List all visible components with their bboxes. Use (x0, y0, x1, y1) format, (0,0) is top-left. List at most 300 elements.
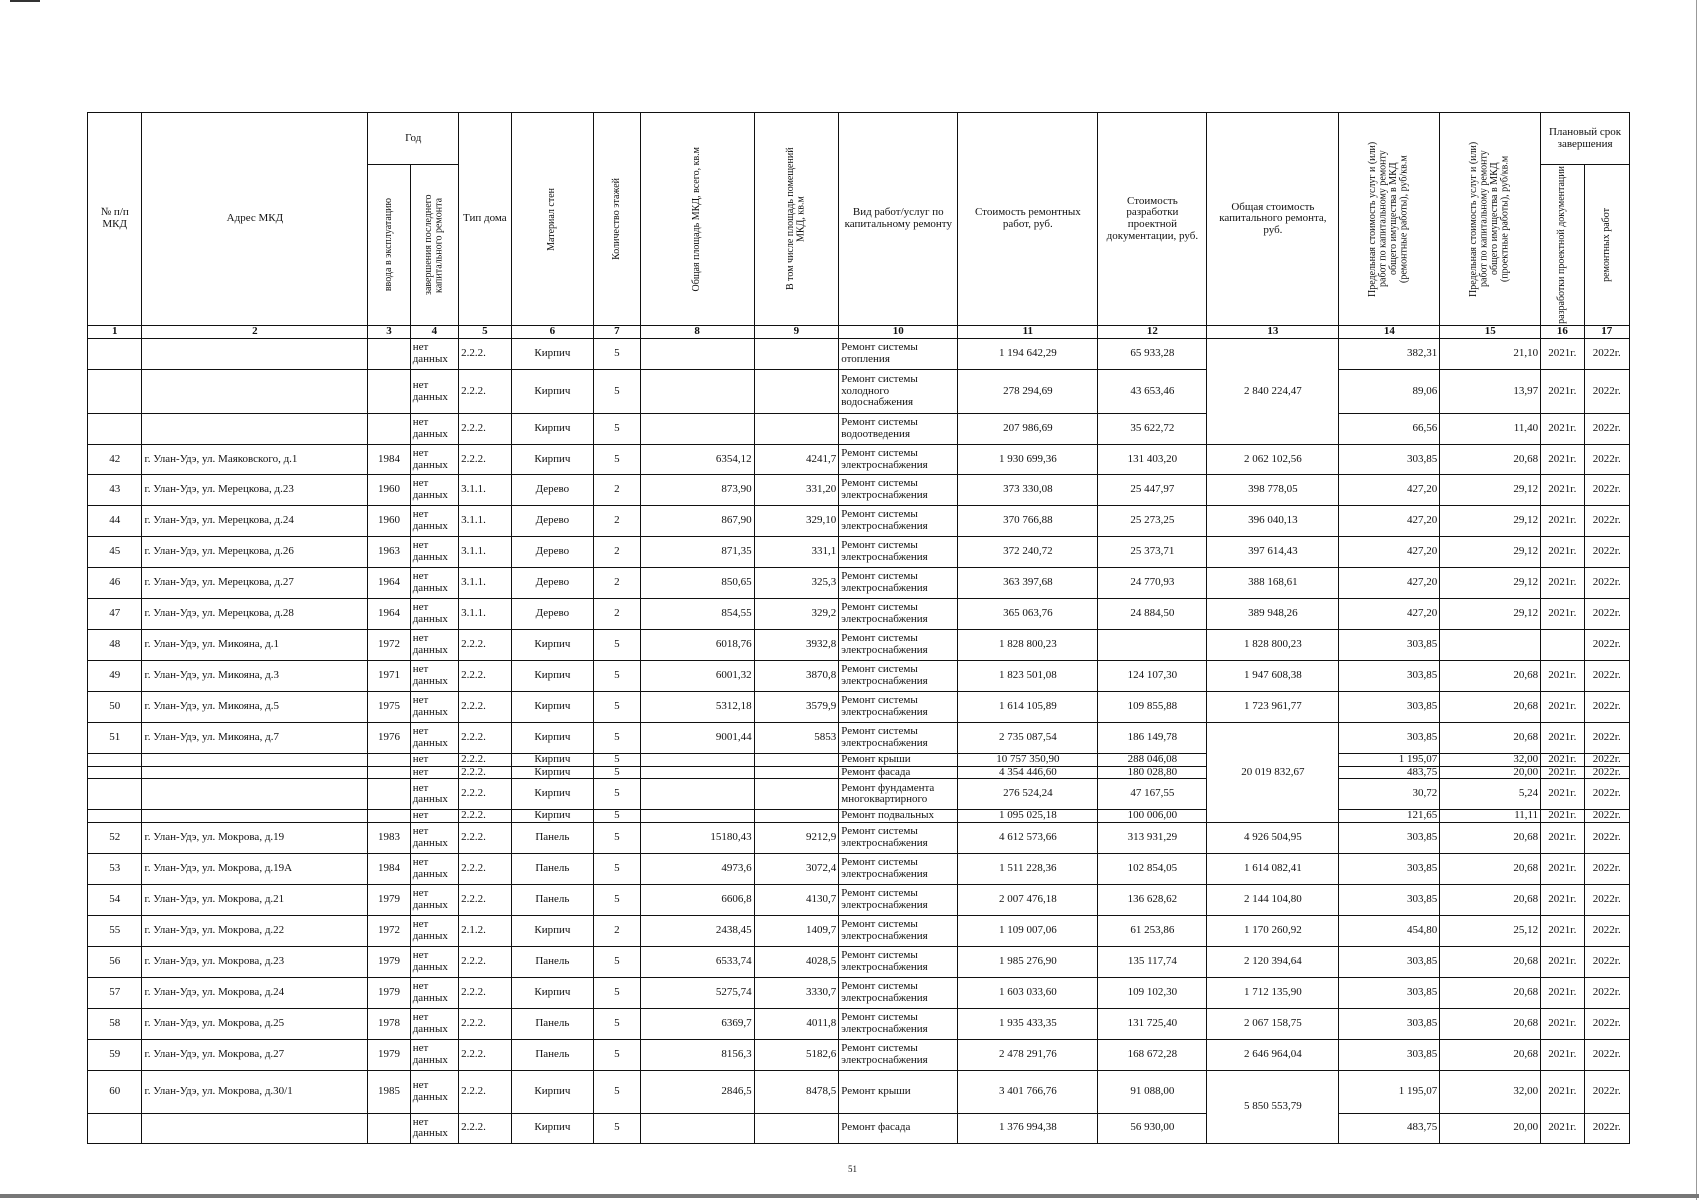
table-row (88, 630, 1630, 661)
row-limit-repair: 30,72 (1339, 779, 1440, 810)
row-term-design: 2021г. (1541, 1039, 1584, 1070)
row-wall-material: Панель (511, 822, 594, 853)
row-term-repair: 2022г. (1584, 506, 1630, 537)
row-work-type: Ремонт системы электроснабжения (839, 977, 958, 1008)
table-row (88, 506, 1630, 537)
row-wall-material: Панель (511, 1039, 594, 1070)
row-total-cost: 2 062 102,56 (1207, 445, 1339, 475)
row-address: г. Улан-Удэ, ул. Мерецкова, д.27 (142, 568, 368, 599)
row-floors: 5 (594, 754, 640, 767)
row-address: г. Улан-Удэ, ул. Микояна, д.1 (142, 630, 368, 661)
row-house-type: 2.1.2. (459, 915, 511, 946)
row-term-repair: 2022г. (1584, 884, 1630, 915)
row-last-repair: нет (410, 754, 458, 767)
column-number-row: 1 2 3 4 5 6 7 8 9 10 11 12 13 14 15 16 17 (88, 326, 1630, 339)
page-edge (1696, 0, 1697, 1200)
row-repair-cost: 373 330,08 (958, 475, 1098, 506)
row-last-repair: нет данных (410, 915, 458, 946)
row-house-type: 2.2.2. (459, 779, 511, 810)
row-premises-area: 331,1 (754, 537, 839, 568)
row-number: 47 (88, 599, 142, 630)
row-house-type: 2.2.2. (459, 1008, 511, 1039)
row-total-area (640, 810, 754, 823)
row-floors: 5 (594, 779, 640, 810)
row-built-year (368, 754, 410, 767)
row-total-cost: 1 947 608,38 (1207, 661, 1339, 692)
row-term-repair: 2022г. (1584, 853, 1630, 884)
row-design-cost: 43 653,46 (1098, 370, 1207, 414)
row-last-repair: нет данных (410, 977, 458, 1008)
row-last-repair: нет данных (410, 445, 458, 475)
row-wall-material: Дерево (511, 599, 594, 630)
row-floors: 5 (594, 723, 640, 754)
row-premises-area: 329,10 (754, 506, 839, 537)
row-limit-design: 29,12 (1440, 537, 1541, 568)
row-total-area: 9001,44 (640, 723, 754, 754)
row-total-area: 873,90 (640, 475, 754, 506)
row-address (142, 810, 368, 823)
row-term-design: 2021г. (1541, 977, 1584, 1008)
row-premises-area: 4130,7 (754, 884, 839, 915)
row-address (142, 1113, 368, 1143)
row-total-cost: 4 926 504,95 (1207, 822, 1339, 853)
row-term-design: 2021г. (1541, 661, 1584, 692)
row-wall-material: Кирпич (511, 692, 594, 723)
table-row (88, 1008, 1630, 1039)
table-row (88, 977, 1630, 1008)
row-total-area: 6001,32 (640, 661, 754, 692)
row-last-repair: нет данных (410, 475, 458, 506)
row-wall-material: Кирпич (511, 779, 594, 810)
row-built-year: 1985 (368, 1070, 410, 1113)
row-wall-material: Кирпич (511, 915, 594, 946)
table-row (88, 822, 1630, 853)
row-term-repair: 2022г. (1584, 630, 1630, 661)
header-repair-cost: Стоимость ремонтных работ, руб. (958, 113, 1098, 326)
row-last-repair: нет данных (410, 692, 458, 723)
row-total-cost: 20 019 832,67 (1207, 723, 1339, 823)
row-total-area: 6018,76 (640, 630, 754, 661)
row-house-type: 2.2.2. (459, 723, 511, 754)
row-design-cost: 136 628,62 (1098, 884, 1207, 915)
table-row (88, 754, 1630, 767)
row-wall-material: Дерево (511, 506, 594, 537)
row-term-repair: 2022г. (1584, 661, 1630, 692)
row-work-type: Ремонт крыши (839, 754, 958, 767)
row-number (88, 1113, 142, 1143)
row-term-repair: 2022г. (1584, 370, 1630, 414)
row-term-repair: 2022г. (1584, 475, 1630, 506)
row-house-type: 2.2.2. (459, 754, 511, 767)
row-limit-design: 20,68 (1440, 445, 1541, 475)
row-limit-design: 25,12 (1440, 915, 1541, 946)
row-design-cost: 135 117,74 (1098, 946, 1207, 977)
row-floors: 5 (594, 822, 640, 853)
row-design-cost: 24 770,93 (1098, 568, 1207, 599)
row-limit-repair: 303,85 (1339, 977, 1440, 1008)
row-number: 54 (88, 884, 142, 915)
row-wall-material: Кирпич (511, 414, 594, 445)
row-built-year: 1979 (368, 977, 410, 1008)
row-work-type: Ремонт системы электроснабжения (839, 599, 958, 630)
row-floors: 5 (594, 445, 640, 475)
row-work-type: Ремонт системы электроснабжения (839, 1039, 958, 1070)
row-built-year: 1964 (368, 568, 410, 599)
row-design-cost: 131 403,20 (1098, 445, 1207, 475)
row-floors: 5 (594, 370, 640, 414)
row-design-cost: 24 884,50 (1098, 599, 1207, 630)
row-repair-cost: 370 766,88 (958, 506, 1098, 537)
table-row (88, 884, 1630, 915)
row-design-cost: 131 725,40 (1098, 1008, 1207, 1039)
row-floors: 5 (594, 766, 640, 779)
row-total-area: 5312,18 (640, 692, 754, 723)
row-wall-material: Кирпич (511, 339, 594, 370)
row-limit-repair: 303,85 (1339, 661, 1440, 692)
page-number: 51 (848, 1164, 857, 1174)
row-limit-design: 20,68 (1440, 1008, 1541, 1039)
row-term-design: 2021г. (1541, 946, 1584, 977)
row-limit-repair: 303,85 (1339, 692, 1440, 723)
table-row (88, 766, 1630, 779)
row-house-type: 2.2.2. (459, 339, 511, 370)
row-built-year: 1975 (368, 692, 410, 723)
row-built-year (368, 810, 410, 823)
table-row (88, 568, 1630, 599)
header-total-cost: Общая стоимость капитального ремонта, руб. (1207, 113, 1339, 326)
row-address: г. Улан-Удэ, ул. Мокрова, д.27 (142, 1039, 368, 1070)
row-house-type: 3.1.1. (459, 506, 511, 537)
row-house-type: 2.2.2. (459, 822, 511, 853)
row-limit-repair: 303,85 (1339, 1039, 1440, 1070)
row-house-type: 2.2.2. (459, 630, 511, 661)
row-premises-area: 8478,5 (754, 1070, 839, 1113)
row-address: г. Улан-Удэ, ул. Мерецкова, д.24 (142, 506, 368, 537)
row-number: 46 (88, 568, 142, 599)
row-built-year: 1979 (368, 946, 410, 977)
table-row (88, 1113, 1630, 1143)
row-design-cost: 109 855,88 (1098, 692, 1207, 723)
row-house-type: 2.2.2. (459, 692, 511, 723)
row-last-repair: нет данных (410, 568, 458, 599)
row-last-repair: нет данных (410, 779, 458, 810)
row-total-area: 15180,43 (640, 822, 754, 853)
row-number: 42 (88, 445, 142, 475)
row-work-type: Ремонт системы электроснабжения (839, 506, 958, 537)
row-floors: 5 (594, 630, 640, 661)
row-house-type: 2.2.2. (459, 661, 511, 692)
header-year-group: Год (368, 113, 459, 165)
row-limit-repair: 303,85 (1339, 853, 1440, 884)
row-wall-material: Кирпич (511, 1113, 594, 1143)
row-total-area: 867,90 (640, 506, 754, 537)
row-limit-design: 29,12 (1440, 506, 1541, 537)
row-wall-material: Кирпич (511, 723, 594, 754)
row-built-year: 1963 (368, 537, 410, 568)
row-limit-design: 20,68 (1440, 884, 1541, 915)
row-limit-repair: 427,20 (1339, 475, 1440, 506)
row-address: г. Улан-Удэ, ул. Мокрова, д.19 (142, 822, 368, 853)
row-number: 59 (88, 1039, 142, 1070)
row-built-year: 1979 (368, 884, 410, 915)
row-limit-repair: 483,75 (1339, 1113, 1440, 1143)
row-built-year: 1983 (368, 822, 410, 853)
row-repair-cost: 1 603 033,60 (958, 977, 1098, 1008)
row-premises-area (754, 754, 839, 767)
row-term-design: 2021г. (1541, 568, 1584, 599)
row-total-area: 6533,74 (640, 946, 754, 977)
row-design-cost: 25 447,97 (1098, 475, 1207, 506)
row-design-cost: 124 107,30 (1098, 661, 1207, 692)
row-limit-repair: 1 195,07 (1339, 1070, 1440, 1113)
row-total-area: 850,65 (640, 568, 754, 599)
row-total-area: 8156,3 (640, 1039, 754, 1070)
row-address (142, 779, 368, 810)
row-number (88, 370, 142, 414)
row-repair-cost: 1 376 994,38 (958, 1113, 1098, 1143)
table-row (88, 692, 1630, 723)
row-last-repair: нет данных (410, 1039, 458, 1070)
row-limit-repair: 483,75 (1339, 766, 1440, 779)
row-wall-material: Дерево (511, 537, 594, 568)
row-work-type: Ремонт системы электроснабжения (839, 1008, 958, 1039)
row-total-area (640, 1113, 754, 1143)
row-number (88, 414, 142, 445)
row-built-year: 1978 (368, 1008, 410, 1039)
row-built-year (368, 1113, 410, 1143)
capital-repair-table (87, 112, 1630, 1144)
page-edge-bottom (0, 1194, 1699, 1198)
row-house-type: 2.2.2. (459, 853, 511, 884)
row-floors: 2 (594, 599, 640, 630)
row-total-cost: 2 067 158,75 (1207, 1008, 1339, 1039)
row-repair-cost: 1 194 642,29 (958, 339, 1098, 370)
row-premises-area (754, 414, 839, 445)
row-work-type: Ремонт подвальных (839, 810, 958, 823)
row-limit-design: 11,11 (1440, 810, 1541, 823)
table-row (88, 810, 1630, 823)
row-repair-cost: 4 612 573,66 (958, 822, 1098, 853)
row-address: г. Улан-Удэ, ул. Мокрова, д.25 (142, 1008, 368, 1039)
row-wall-material: Кирпич (511, 445, 594, 475)
row-address (142, 414, 368, 445)
row-repair-cost: 276 524,24 (958, 779, 1098, 810)
row-limit-design: 20,68 (1440, 946, 1541, 977)
table-row (88, 445, 1630, 475)
row-built-year: 1972 (368, 630, 410, 661)
header-area-premises: В том числе площадь помещений МКД, кв.м (754, 113, 839, 326)
row-repair-cost: 207 986,69 (958, 414, 1098, 445)
row-built-year (368, 414, 410, 445)
header-address: Адрес МКД (142, 113, 368, 326)
row-work-type: Ремонт системы электроснабжения (839, 853, 958, 884)
row-repair-cost: 363 397,68 (958, 568, 1098, 599)
table-row (88, 537, 1630, 568)
row-house-type: 3.1.1. (459, 599, 511, 630)
row-last-repair: нет данных (410, 661, 458, 692)
row-wall-material: Кирпич (511, 370, 594, 414)
header-limit-repair: Предельная стоимость услуг и (или) работ по капитальному ремонту общего имущества в МКД (ремонтные работы), руб/кв.м (1339, 113, 1440, 326)
row-wall-material: Панель (511, 1008, 594, 1039)
table-row (88, 599, 1630, 630)
row-repair-cost: 278 294,69 (958, 370, 1098, 414)
row-work-type: Ремонт системы электроснабжения (839, 445, 958, 475)
row-house-type: 2.2.2. (459, 1070, 511, 1113)
row-house-type: 2.2.2. (459, 946, 511, 977)
row-number: 51 (88, 723, 142, 754)
header-limit-design: Предельная стоимость услуг и (или) работ по капитальному ремонту общего имущества в МКД (проектные работы), руб/кв.м (1440, 113, 1541, 326)
row-premises-area: 9212,9 (754, 822, 839, 853)
row-total-cost: 2 840 224,47 (1207, 339, 1339, 445)
row-built-year (368, 339, 410, 370)
row-term-design: 2021г. (1541, 915, 1584, 946)
row-house-type: 2.2.2. (459, 766, 511, 779)
row-repair-cost: 1 095 025,18 (958, 810, 1098, 823)
row-house-type: 2.2.2. (459, 1039, 511, 1070)
row-term-repair: 2022г. (1584, 445, 1630, 475)
row-work-type: Ремонт системы электроснабжения (839, 475, 958, 506)
row-premises-area: 4241,7 (754, 445, 839, 475)
row-last-repair: нет данных (410, 1008, 458, 1039)
row-total-cost: 2 144 104,80 (1207, 884, 1339, 915)
row-term-repair: 2022г. (1584, 810, 1630, 823)
table-row (88, 1039, 1630, 1070)
row-premises-area: 3579,9 (754, 692, 839, 723)
row-term-design: 2021г. (1541, 853, 1584, 884)
row-number: 58 (88, 1008, 142, 1039)
row-built-year: 1971 (368, 661, 410, 692)
row-repair-cost: 2 735 087,54 (958, 723, 1098, 754)
row-limit-repair: 303,85 (1339, 884, 1440, 915)
row-address (142, 754, 368, 767)
row-design-cost: 100 006,00 (1098, 810, 1207, 823)
row-last-repair: нет данных (410, 506, 458, 537)
header-term-group: Плановый срок завершения (1541, 113, 1630, 165)
row-premises-area: 4011,8 (754, 1008, 839, 1039)
row-last-repair: нет (410, 810, 458, 823)
row-term-design: 2021г. (1541, 1113, 1584, 1143)
row-design-cost: 61 253,86 (1098, 915, 1207, 946)
row-repair-cost: 4 354 446,60 (958, 766, 1098, 779)
row-address: г. Улан-Удэ, ул. Мерецкова, д.26 (142, 537, 368, 568)
row-total-cost: 2 646 964,04 (1207, 1039, 1339, 1070)
row-last-repair: нет данных (410, 884, 458, 915)
row-total-area (640, 339, 754, 370)
row-built-year: 1960 (368, 506, 410, 537)
row-work-type: Ремонт системы электроснабжения (839, 822, 958, 853)
row-work-type: Ремонт системы электроснабжения (839, 630, 958, 661)
row-premises-area (754, 779, 839, 810)
row-limit-design: 13,97 (1440, 370, 1541, 414)
row-term-design: 2021г. (1541, 370, 1584, 414)
row-number (88, 766, 142, 779)
row-total-area: 6354,12 (640, 445, 754, 475)
row-number: 60 (88, 1070, 142, 1113)
row-term-design: 2021г. (1541, 810, 1584, 823)
table-row (88, 915, 1630, 946)
table-row (88, 339, 1630, 370)
row-address: г. Улан-Удэ, ул. Микояна, д.3 (142, 661, 368, 692)
row-number: 57 (88, 977, 142, 1008)
table-row (88, 853, 1630, 884)
row-total-cost: 1 614 082,41 (1207, 853, 1339, 884)
row-term-repair: 2022г. (1584, 1070, 1630, 1113)
row-wall-material: Панель (511, 946, 594, 977)
row-premises-area: 3870,8 (754, 661, 839, 692)
header-built: ввода в эксплуатацию (368, 165, 410, 326)
row-design-cost: 313 931,29 (1098, 822, 1207, 853)
row-term-repair: 2022г. (1584, 915, 1630, 946)
table-row (88, 779, 1630, 810)
row-term-design: 2021г. (1541, 1008, 1584, 1039)
row-last-repair: нет данных (410, 630, 458, 661)
row-term-repair: 2022г. (1584, 599, 1630, 630)
row-limit-repair: 303,85 (1339, 630, 1440, 661)
row-premises-area: 3330,7 (754, 977, 839, 1008)
row-limit-repair: 303,85 (1339, 1008, 1440, 1039)
row-work-type: Ремонт системы электроснабжения (839, 915, 958, 946)
row-floors: 2 (594, 568, 640, 599)
row-term-design: 2021г. (1541, 475, 1584, 506)
row-floors: 5 (594, 661, 640, 692)
row-house-type: 3.1.1. (459, 475, 511, 506)
row-term-design: 2021г. (1541, 537, 1584, 568)
row-limit-design: 20,68 (1440, 661, 1541, 692)
row-number (88, 779, 142, 810)
row-term-design (1541, 630, 1584, 661)
header-num: № п/п МКД (88, 113, 142, 326)
row-last-repair: нет данных (410, 853, 458, 884)
row-term-design: 2021г. (1541, 692, 1584, 723)
header-term-design: разработки проектной документации (1541, 165, 1584, 326)
scan-mark (10, 0, 40, 2)
row-limit-design: 20,68 (1440, 822, 1541, 853)
row-repair-cost: 365 063,76 (958, 599, 1098, 630)
row-design-cost: 91 088,00 (1098, 1070, 1207, 1113)
row-repair-cost: 10 757 350,90 (958, 754, 1098, 767)
row-term-design: 2021г. (1541, 414, 1584, 445)
row-built-year: 1979 (368, 1039, 410, 1070)
row-design-cost (1098, 630, 1207, 661)
row-limit-design: 29,12 (1440, 475, 1541, 506)
row-address: г. Улан-Удэ, ул. Мокрова, д.22 (142, 915, 368, 946)
row-number: 52 (88, 822, 142, 853)
row-house-type: 2.2.2. (459, 445, 511, 475)
row-limit-repair: 303,85 (1339, 822, 1440, 853)
row-work-type: Ремонт системы электроснабжения (839, 884, 958, 915)
row-limit-repair: 427,20 (1339, 537, 1440, 568)
row-wall-material: Кирпич (511, 630, 594, 661)
row-wall-material: Дерево (511, 475, 594, 506)
row-premises-area: 5853 (754, 723, 839, 754)
row-term-repair: 2022г. (1584, 339, 1630, 370)
table-row (88, 661, 1630, 692)
row-term-repair: 2022г. (1584, 946, 1630, 977)
row-term-repair: 2022г. (1584, 1113, 1630, 1143)
row-wall-material: Дерево (511, 568, 594, 599)
row-number (88, 339, 142, 370)
row-built-year (368, 766, 410, 779)
row-limit-design: 20,00 (1440, 766, 1541, 779)
row-term-design: 2021г. (1541, 766, 1584, 779)
row-premises-area: 3072,4 (754, 853, 839, 884)
row-term-design: 2021г. (1541, 599, 1584, 630)
row-floors: 5 (594, 810, 640, 823)
row-floors: 5 (594, 414, 640, 445)
row-design-cost: 65 933,28 (1098, 339, 1207, 370)
row-work-type: Ремонт фасада (839, 766, 958, 779)
row-limit-design: 29,12 (1440, 568, 1541, 599)
